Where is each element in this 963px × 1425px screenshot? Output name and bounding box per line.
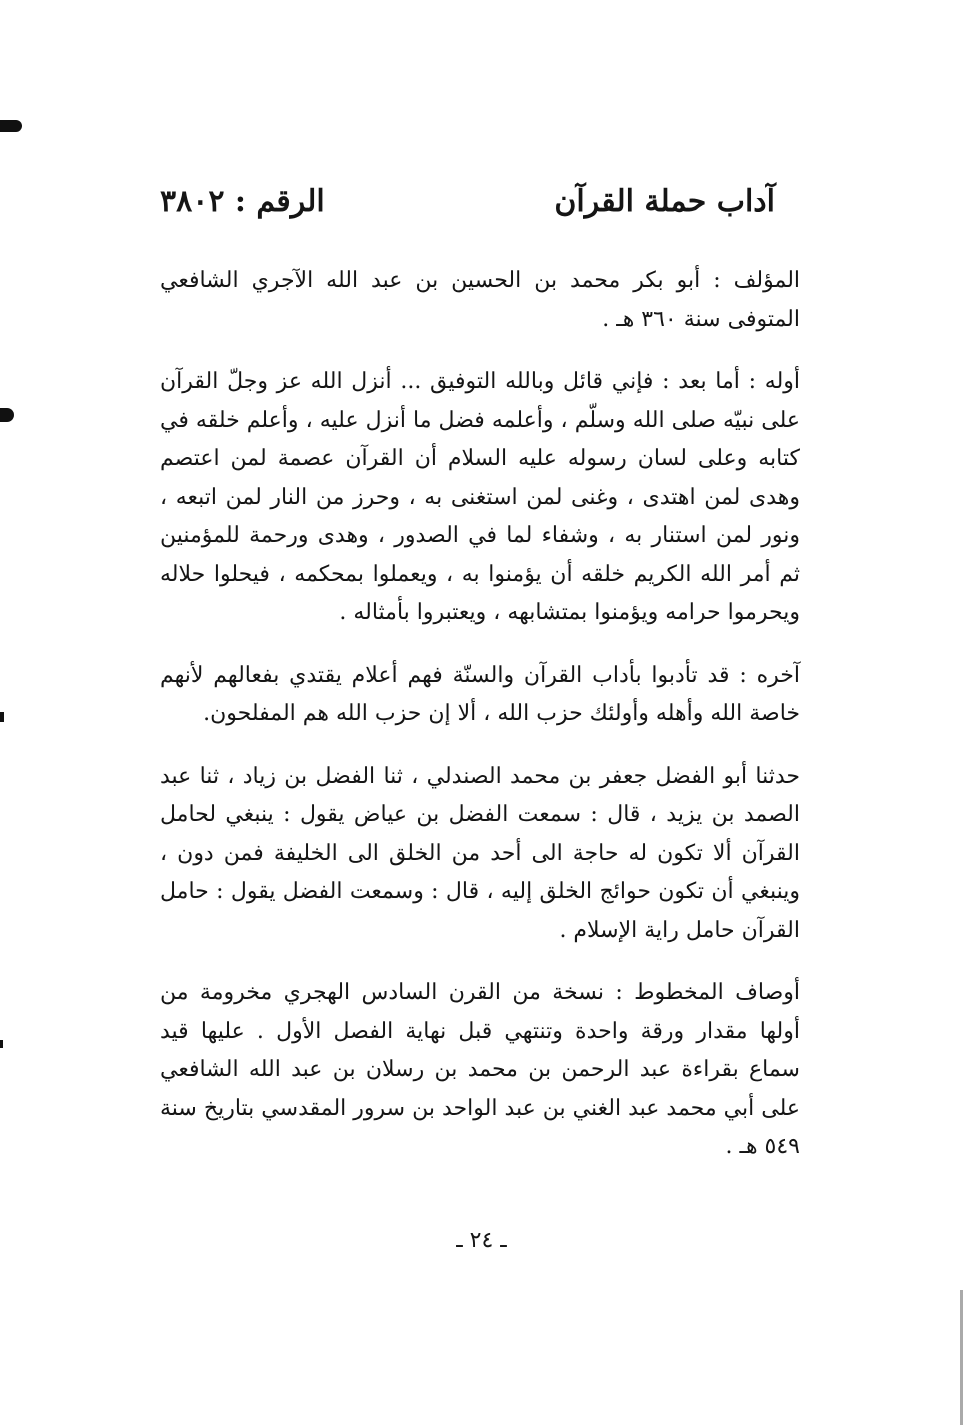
manuscript-number: الرقم : ٣٨٠٢ [160, 183, 325, 219]
incipit-label: أوله : [748, 369, 801, 394]
incipit-paragraph [160, 363, 800, 633]
author-text: أبو بكر محمد بن الحسين بن عبد الله الآجري الشافعي المتوفى سنة ٣٦٠ هـ . [160, 268, 800, 332]
scan-edge-mark [0, 712, 4, 722]
scan-edge-mark [0, 1040, 3, 1048]
manuscript-title: آداب حملة القرآن [554, 183, 775, 219]
author-paragraph [160, 262, 800, 339]
incipit-text: أما بعد : فإني قائل وبالله التوفيق ... أنزل الله عز وجلّ القرآن على نبيّه صلى الله وسلّم ، وأعلمه فضل ما أنزل عليه ، وأعلم خلقه في كتابه وعلى لسان رسوله عليه السلام أن القرآن عصمة لمن اعتصم وهدى لمن اهتدى ، وغنى لمن استغنى به ، وحرز من النار لمن اتبعه ، ونور لمن استنار به ، وشفاء لما في الصدور ، وهدى ورحمة للمؤمنين ثم أمر الله الكريم خلقه أن يؤمنوا به ، ويعملوا بمحكمه ، فيحلوا حلاله ويحرموا حرامه ويؤمنوا بمتشابهه ، ويعتبروا بأمثاله . [160, 369, 801, 625]
description-paragraph [160, 974, 800, 1167]
author-label: المؤلف : [713, 268, 801, 293]
explicit-text: قد تأدبوا بأداب القرآن والسنّة فهم أعلام يقتدي بفعالهم لأنهم خاصة الله وأهله وأولئك حزب الله ، ألا إن حزب الله هم المفلحون. [160, 662, 800, 726]
explicit-paragraph [160, 657, 800, 734]
explicit-label: آخره : [739, 662, 800, 688]
hadith-paragraph [160, 758, 800, 951]
scan-edge-mark [0, 408, 14, 422]
catalog-entry [160, 262, 800, 1191]
description-label: أوصاف المخطوط : [615, 980, 800, 1005]
scan-edge-mark [0, 120, 22, 132]
page-header [160, 176, 775, 226]
hadith-text: حدثنا أبو الفضل جعفر بن محمد الصندلي ، ثنا الفضل بن زياد ، ثنا عبد الصمد بن يزيد ، قال : سمعت الفضل بن عياض يقول : ينبغي لحامل القرآن ألا تكون له حاجة الى أحد من الخلق الى الخليفة فمن دون ، وينبغي أن تكون حوائج الخلق إليه ، قال : وسمعت الفضل يقول : حامل القرآن حامل راية الإسلام . [160, 763, 800, 943]
description-text: نسخة من القرن السادس الهجري مخرومة من أولها مقدار ورقة واحدة وتنتهي قبل نهاية الفصل الأول . عليها قيد سماع بقراءة عبد الرحمن بن محمد بن رسلان بن عبد الله الشافعي على أبي محمد عبد الغني بن عبد الواحد بن سرور المقدسي بتاريخ سنة ٥٤٩ هـ . [160, 980, 800, 1159]
page-number: ـ ٢٤ ـ [456, 1228, 507, 1253]
